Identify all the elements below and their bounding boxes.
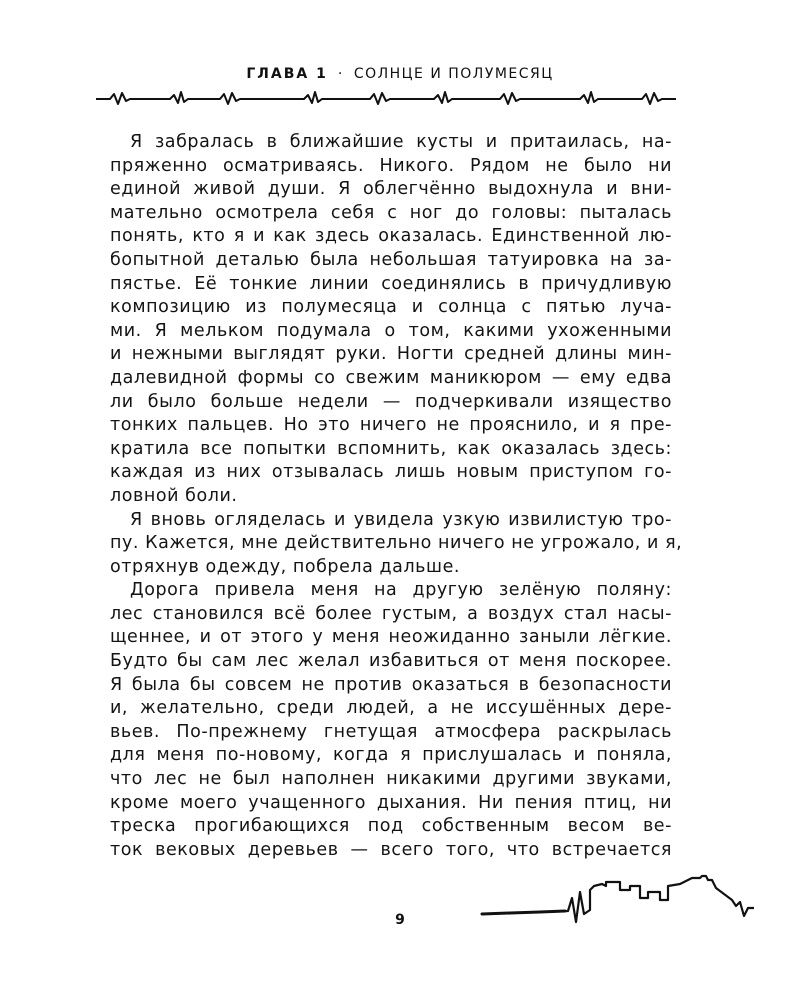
text-line: и, желательно, среди людей, а не иссушённых дере- <box>110 698 672 719</box>
text-line: Я вновь огляделась и увидела узкую извилистую тро- <box>130 509 672 530</box>
text-line: каждая из них отзывалась лишь новым приступом го- <box>110 462 672 483</box>
chapter-label: ГЛАВА 1 <box>246 66 328 82</box>
text-line: бопытной деталью была небольшая татуировка на за- <box>110 249 672 270</box>
text-line: пу. Кажется, мне действительно ничего не угрожало, и я, <box>110 533 683 554</box>
text-line: понять, кто я и как здесь оказалась. Единственной лю- <box>110 226 672 247</box>
text-line: треска прогибающихся под собственным весом ве- <box>110 816 672 837</box>
text-line: и нежными выглядят руки. Ногти средней длины мин- <box>110 344 672 365</box>
text-line: ми. Я мельком подумала о том, какими ухоженными <box>110 320 672 341</box>
text-line: вьев. По-прежнему гнетущая атмосфера раскрылась <box>110 721 672 742</box>
chapter-title: СОЛНЦЕ И ПОЛУМЕСЯЦ <box>353 66 554 82</box>
text-line: отряхнув одежду, побрела дальше. <box>110 556 461 577</box>
text-line: пястье. Её тонкие линии соединялись в причудливую <box>110 273 672 294</box>
text-line: далевидной формы со свежим маникюром — ему едва <box>110 367 672 388</box>
text-line: что лес не был наполнен никакими другими звуками, <box>110 769 672 790</box>
header-separator: · <box>337 66 344 82</box>
text-line: Будто бы сам лес желал избавиться от меня поскорее. <box>110 651 672 672</box>
running-header <box>0 66 800 82</box>
heartbeat-divider-icon <box>96 88 676 110</box>
city-skyline-heartbeat-icon <box>480 872 760 942</box>
text-line: тонких пальцев. Но это ничего не прояснило, и я пре- <box>110 415 672 436</box>
text-line: ли было больше недели — подчеркивали изящество <box>110 391 672 412</box>
text-line: мательно осмотрела себя с ног до головы: пыталась <box>110 202 672 223</box>
text-line: ловной боли. <box>110 485 238 506</box>
text-line: пряженно осматриваясь. Никого. Рядом не было ни <box>110 155 672 176</box>
text-line: лес становился всё более густым, а воздух стал насы- <box>110 603 672 624</box>
text-line: щеннее, и от этого у меня неожиданно заныли лёгкие. <box>110 627 672 648</box>
body-text <box>110 131 683 862</box>
text-line: Дорога привела меня на другую зелёную поляну: <box>130 580 672 601</box>
text-line: единой живой души. Я облегчённо выдохнула и вни- <box>110 179 672 200</box>
text-line: для меня по-новому, когда я прислушалась и поняла, <box>110 745 672 766</box>
text-line: Я забралась в ближайшие кусты и притаилась, на- <box>130 132 672 152</box>
page-number: 9 <box>395 912 405 928</box>
text-line: кроме моего учащенного дыхания. Ни пения птиц, ни <box>110 792 672 813</box>
text-line: композицию из полумесяца и солнца с пятью луча- <box>110 297 672 318</box>
text-line: кратила все попытки вспомнить, как оказалась здесь: <box>110 438 672 459</box>
text-line: ток вековых деревьев — всего того, что встречается <box>110 839 672 860</box>
text-line: Я была бы совсем не против оказаться в безопасности <box>110 674 672 695</box>
